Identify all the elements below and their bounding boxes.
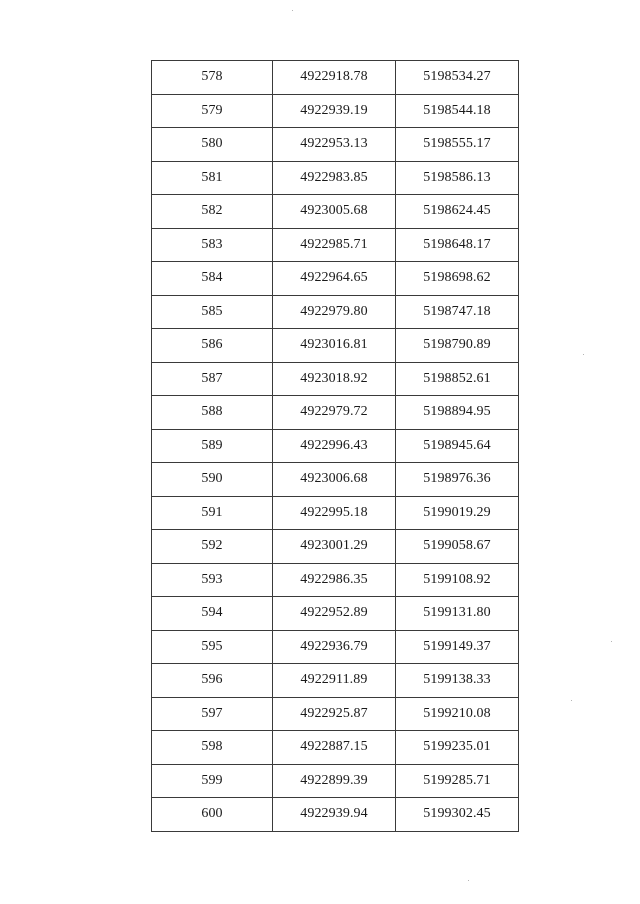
table-row [152,664,519,698]
table-row [152,262,519,296]
table-row [152,195,519,229]
point-number-cell: 586 [152,329,273,363]
x-coordinate-cell: 4922964.65 [273,262,396,296]
table-row [152,161,519,195]
point-number-cell: 584 [152,262,273,296]
y-coordinate-cell: 5199108.92 [396,563,519,597]
x-coordinate-cell: 4922979.80 [273,295,396,329]
point-number-cell: 587 [152,362,273,396]
x-coordinate-cell: 4922939.94 [273,798,396,832]
point-number-cell: 590 [152,463,273,497]
x-coordinate-cell: 4922986.35 [273,563,396,597]
x-coordinate-cell: 4922952.89 [273,597,396,631]
point-number-cell: 580 [152,128,273,162]
point-number-cell: 582 [152,195,273,229]
x-coordinate-cell: 4922936.79 [273,630,396,664]
table-row [152,530,519,564]
y-coordinate-cell: 5198894.95 [396,396,519,430]
x-coordinate-cell: 4923006.68 [273,463,396,497]
point-number-cell: 600 [152,798,273,832]
point-number-cell: 591 [152,496,273,530]
point-number-cell: 593 [152,563,273,597]
x-coordinate-cell: 4922911.89 [273,664,396,698]
point-number-cell: 596 [152,664,273,698]
point-number-cell: 578 [152,61,273,95]
table-row [152,429,519,463]
y-coordinate-cell: 5198852.61 [396,362,519,396]
point-number-cell: 583 [152,228,273,262]
x-coordinate-cell: 4922995.18 [273,496,396,530]
x-coordinate-cell: 4922979.72 [273,396,396,430]
y-coordinate-cell: 5198555.17 [396,128,519,162]
table-row [152,697,519,731]
point-number-cell: 585 [152,295,273,329]
y-coordinate-cell: 5198624.45 [396,195,519,229]
x-coordinate-cell: 4923016.81 [273,329,396,363]
scan-speck [292,10,293,11]
x-coordinate-cell: 4922953.13 [273,128,396,162]
x-coordinate-cell: 4922983.85 [273,161,396,195]
table-row [152,61,519,95]
x-coordinate-cell: 4922887.15 [273,731,396,765]
coordinate-table [151,60,519,832]
table-row [152,630,519,664]
point-number-cell: 579 [152,94,273,128]
y-coordinate-cell: 5199235.01 [396,731,519,765]
table-row [152,228,519,262]
table-row [152,798,519,832]
y-coordinate-cell: 5198790.89 [396,329,519,363]
y-coordinate-cell: 5198586.13 [396,161,519,195]
point-number-cell: 581 [152,161,273,195]
x-coordinate-cell: 4922939.19 [273,94,396,128]
y-coordinate-cell: 5199019.29 [396,496,519,530]
x-coordinate-cell: 4922925.87 [273,697,396,731]
table-row [152,362,519,396]
table-row [152,329,519,363]
scan-speck [571,700,572,701]
x-coordinate-cell: 4922985.71 [273,228,396,262]
x-coordinate-cell: 4922918.78 [273,61,396,95]
y-coordinate-cell: 5198648.17 [396,228,519,262]
y-coordinate-cell: 5198747.18 [396,295,519,329]
y-coordinate-cell: 5198698.62 [396,262,519,296]
coordinate-table-body [152,61,519,832]
point-number-cell: 599 [152,764,273,798]
y-coordinate-cell: 5199285.71 [396,764,519,798]
y-coordinate-cell: 5198976.36 [396,463,519,497]
y-coordinate-cell: 5199302.45 [396,798,519,832]
table-row [152,463,519,497]
point-number-cell: 588 [152,396,273,430]
y-coordinate-cell: 5199149.37 [396,630,519,664]
table-row [152,597,519,631]
table-row [152,128,519,162]
x-coordinate-cell: 4923001.29 [273,530,396,564]
y-coordinate-cell: 5199210.08 [396,697,519,731]
y-coordinate-cell: 5198544.18 [396,94,519,128]
table-row [152,764,519,798]
x-coordinate-cell: 4922996.43 [273,429,396,463]
point-number-cell: 595 [152,630,273,664]
table-row [152,731,519,765]
scan-speck [468,880,469,881]
y-coordinate-cell: 5199131.80 [396,597,519,631]
x-coordinate-cell: 4923005.68 [273,195,396,229]
scan-speck [611,641,612,642]
y-coordinate-cell: 5199138.33 [396,664,519,698]
table-row [152,496,519,530]
table-row [152,563,519,597]
point-number-cell: 592 [152,530,273,564]
x-coordinate-cell: 4922899.39 [273,764,396,798]
x-coordinate-cell: 4923018.92 [273,362,396,396]
table-row [152,94,519,128]
y-coordinate-cell: 5198534.27 [396,61,519,95]
point-number-cell: 598 [152,731,273,765]
y-coordinate-cell: 5198945.64 [396,429,519,463]
point-number-cell: 589 [152,429,273,463]
table-row [152,396,519,430]
table-row [152,295,519,329]
point-number-cell: 597 [152,697,273,731]
point-number-cell: 594 [152,597,273,631]
y-coordinate-cell: 5199058.67 [396,530,519,564]
scan-speck [583,354,584,355]
